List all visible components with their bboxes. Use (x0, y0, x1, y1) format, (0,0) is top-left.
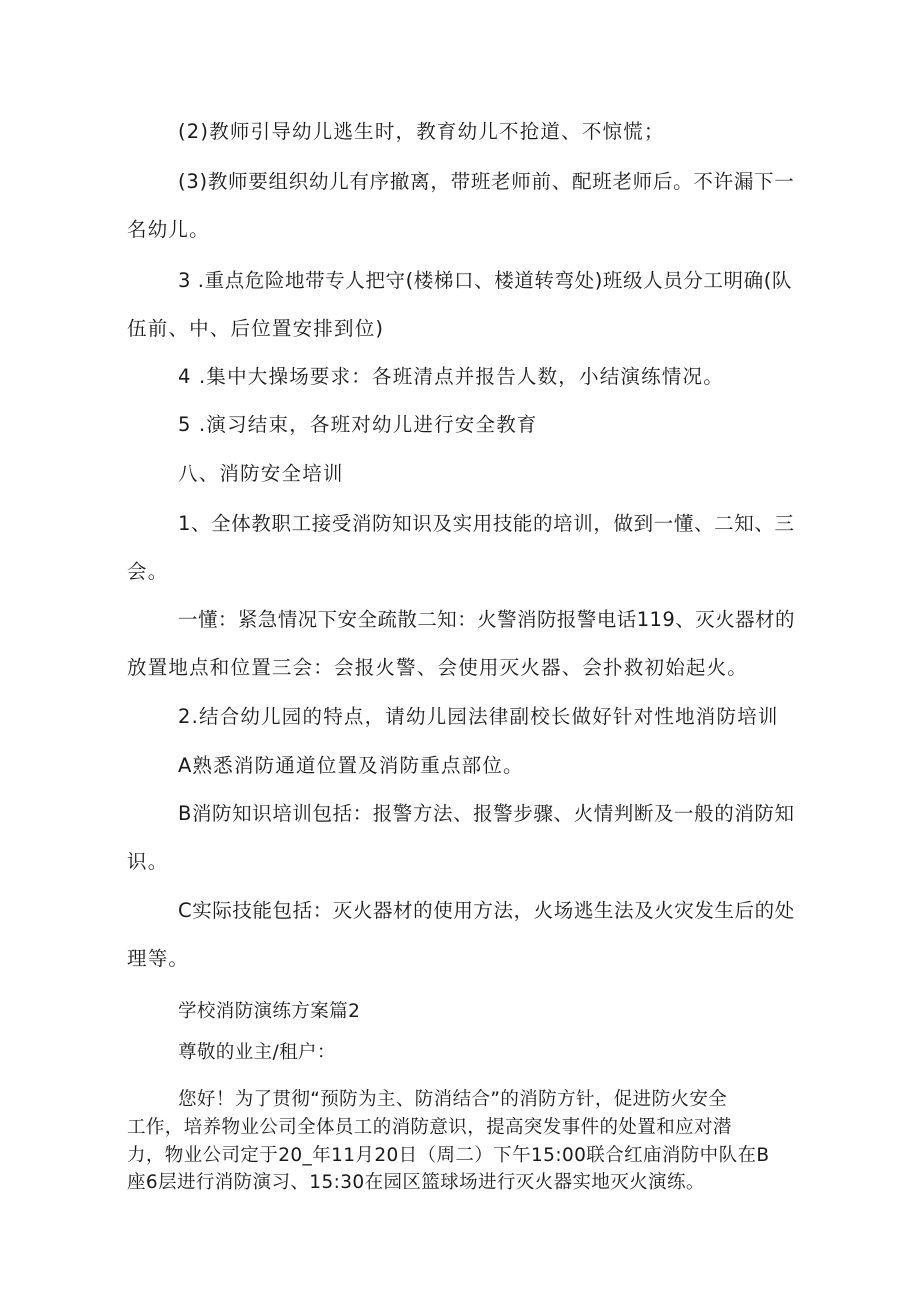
section-heading: 八、消防安全培训 (178, 462, 344, 485)
paragraph-line: 放置地点和位置三会：会报火警、会使用灭火器、会扑救初始起火。 (127, 656, 749, 679)
paragraph-line: 会。 (127, 560, 169, 583)
paragraph-line: A熟悉消防通道位置及消防重点部位。 (178, 754, 524, 777)
paragraph-line: 5 .演习结束，各班对幼儿进行安全教育 (178, 413, 538, 436)
paragraph-line: C实际技能包括：灭火器材的使用方法，火场逃生法及火灾发生后的处 (178, 899, 795, 922)
paragraph-line: 一懂：紧急情况下安全疏散二知：火警消防报警电话119、灭火器材的 (178, 608, 795, 631)
paragraph-line: 1、全体教职工接受消防知识及实用技能的培训，做到一懂、二知、三 (178, 512, 795, 535)
paragraph-line: 名幼儿。 (127, 218, 210, 241)
paragraph-line: 工作，培养物业公司全体员工的消防意识，提高突发事件的处置和应对潜 (127, 1117, 732, 1138)
paragraph-line: 力，物业公司定于20_年11月20日（周二）下午15:00联合红庙消防中队在B (127, 1145, 770, 1166)
salutation: 尊敬的业主/租户： (178, 1042, 336, 1063)
paragraph-line: 理等。 (127, 947, 190, 970)
paragraph-line: (3)教师要组织幼儿有序撤离，带班老师前、配班老师后。不许漏下一 (178, 170, 795, 193)
paragraph-line: 您好！为了贯彻“预防为主、防消结合”的消防方针，促进防火安全 (178, 1089, 728, 1110)
article-title: 学校消防演练方案篇2 (178, 1001, 361, 1022)
paragraph-line: (2)教师引导幼儿逃生时，教育幼儿不抢道、不惊慌； (178, 120, 665, 143)
paragraph-line: 座6层进行消防演习、15:30在园区篮球场进行灭火器实地灭火演练。 (127, 1172, 705, 1193)
paragraph-line: B消防知识培训包括：报警方法、报警步骤、火情判断及一般的消防知 (178, 802, 795, 825)
paragraph-line: 识。 (127, 850, 169, 873)
paragraph-line: 2.结合幼儿园的特点，请幼儿园法律副校长做好针对性地消防培训 (178, 705, 779, 728)
paragraph-line: 3 .重点危险地带专人把守(楼梯口、楼道转弯处)班级人员分工明确(队 (178, 269, 793, 292)
paragraph-line: 伍前、中、后位置安排到位) (127, 317, 385, 340)
paragraph-line: 4 .集中大操场要求：各班清点并报告人数，小结演练情况。 (178, 365, 724, 388)
